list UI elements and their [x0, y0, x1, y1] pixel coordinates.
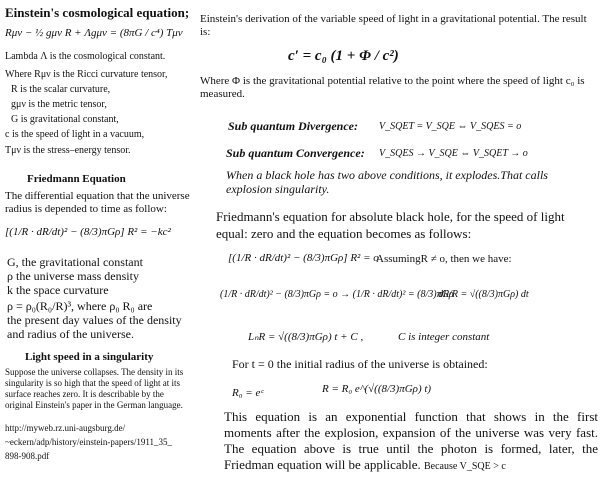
log-equation: LₙR = √((8/3)πGρ) t + C , [248, 331, 364, 343]
conclusion-body: This equation is an exponential function that shows in the first moments after the explosion, expansion of the universe was very fast. The equation above is true until the photon is formed, later, the Friedman equation will be applicable. [224, 409, 598, 472]
friedmann-term-6: and radius of the universe. [7, 327, 134, 341]
friedmann-term-1: G, the gravitational constant [7, 255, 143, 269]
absolute-equation-2: (1/R · dR/dt)² − (8/3)πGρ = o → (1/R · dR/dt)² = (8/3)πGρ [220, 289, 454, 300]
friedmann-absolute: Friedmann's equation for absolute black hole, for the speed of light equal: zero and the equation becomes as follows: [216, 209, 565, 241]
left-column [3, 3, 193, 477]
black-hole-text: When a black hole has two above conditions, it explodes.That calls explosion singularity. [226, 168, 548, 196]
where-line-2: R is the scalar curvature, [11, 84, 111, 95]
url-line-1: http://myweb.rz.uni-augsburg.de/ [5, 423, 126, 433]
friedmann-term-4: ρ = ρ₀(R₀/R)³, where ρ₀ R₀ are [7, 299, 153, 313]
light-title: Light speed in a singularity [25, 351, 154, 363]
einstein-title: Einstein's cosmological equation; [5, 5, 190, 20]
friedmann-title: Friedmann Equation [27, 173, 126, 185]
exponential-equation: R = R₀ e^(√((8/3)πGρ) t) [322, 383, 432, 395]
absolute-equation-2b: dR/R = √((8/3)πGρ) dt [438, 289, 529, 300]
light-speed-equation: c′ = c₀ (1 + Φ / c²) [288, 48, 399, 64]
light-text: Suppose the universe collapses. The density in its singularity is so high that the speed of light at its surface reaches zero. It is describable by the original Einstein's paper in the German language. [5, 367, 184, 410]
right-column [196, 3, 600, 477]
einstein-equation: Rμν − ½ gμν R + Λgμν = (8πG / c⁴) Tμν [5, 27, 183, 39]
divergence-label: Sub quantum Divergence: [228, 119, 359, 133]
lambda-line: Lambda Λ is the cosmological constant. [5, 51, 166, 62]
url-line-2: ~eckern/adp/history/einstein-papers/1911_35_ [5, 437, 172, 447]
divergence-equation: V_SQET = V_SQE ⇔ V_SQES = o [379, 121, 522, 132]
where-line-6: Tμν is the stress–energy tensor. [5, 145, 131, 156]
conclusion-text [224, 409, 598, 473]
where-line-5: c is the speed of light in a vacuum, [5, 129, 145, 140]
where-line-1: Where Rμν is the Ricci curvature tensor, [5, 69, 168, 80]
t-zero-text: For t = 0 the initial radius of the universe is obtained: [232, 357, 488, 371]
absolute-equation-1: [(1/R · dR/dt)² − (8/3)πGρ] R² = o [228, 252, 379, 264]
friedmann-intro: The differential equation that the universe radius is depended to time as follow: [5, 190, 190, 215]
url-line-3: 898-908.pdf [5, 451, 50, 461]
friedmann-equation: [(1/R · dR/dt)² − (8/3)πGρ] R² = −kc² [5, 226, 171, 238]
where-line-3: gμν is the metric tensor, [11, 99, 107, 110]
variable-light-intro: Einstein's derivation of the variable speed of light in a gravitational potential. The result is: [200, 13, 587, 38]
because-note: Because V_SQE > c [424, 461, 506, 472]
friedmann-term-2: ρ the universe mass density [7, 269, 139, 283]
phi-explanation: Where Φ is the gravitational potential relative to the point where the speed of light c₀ is measured. [200, 75, 585, 100]
integer-constant-note: C is integer constant [398, 331, 490, 343]
friedmann-term-5: the present day values of the density [7, 313, 182, 327]
convergence-equation: V_SQES → V_SQE ⇔ V_SQET → o [379, 148, 528, 159]
initial-radius-equation: R₀ = eᶜ [232, 387, 264, 399]
convergence-label: Sub quantum Convergence: [226, 146, 365, 160]
where-line-4: G is gravitational constant, [11, 114, 119, 125]
friedmann-term-3: k the space curvature [7, 283, 109, 297]
assuming-text: AssumingR ≠ o, then we have: [376, 253, 512, 265]
